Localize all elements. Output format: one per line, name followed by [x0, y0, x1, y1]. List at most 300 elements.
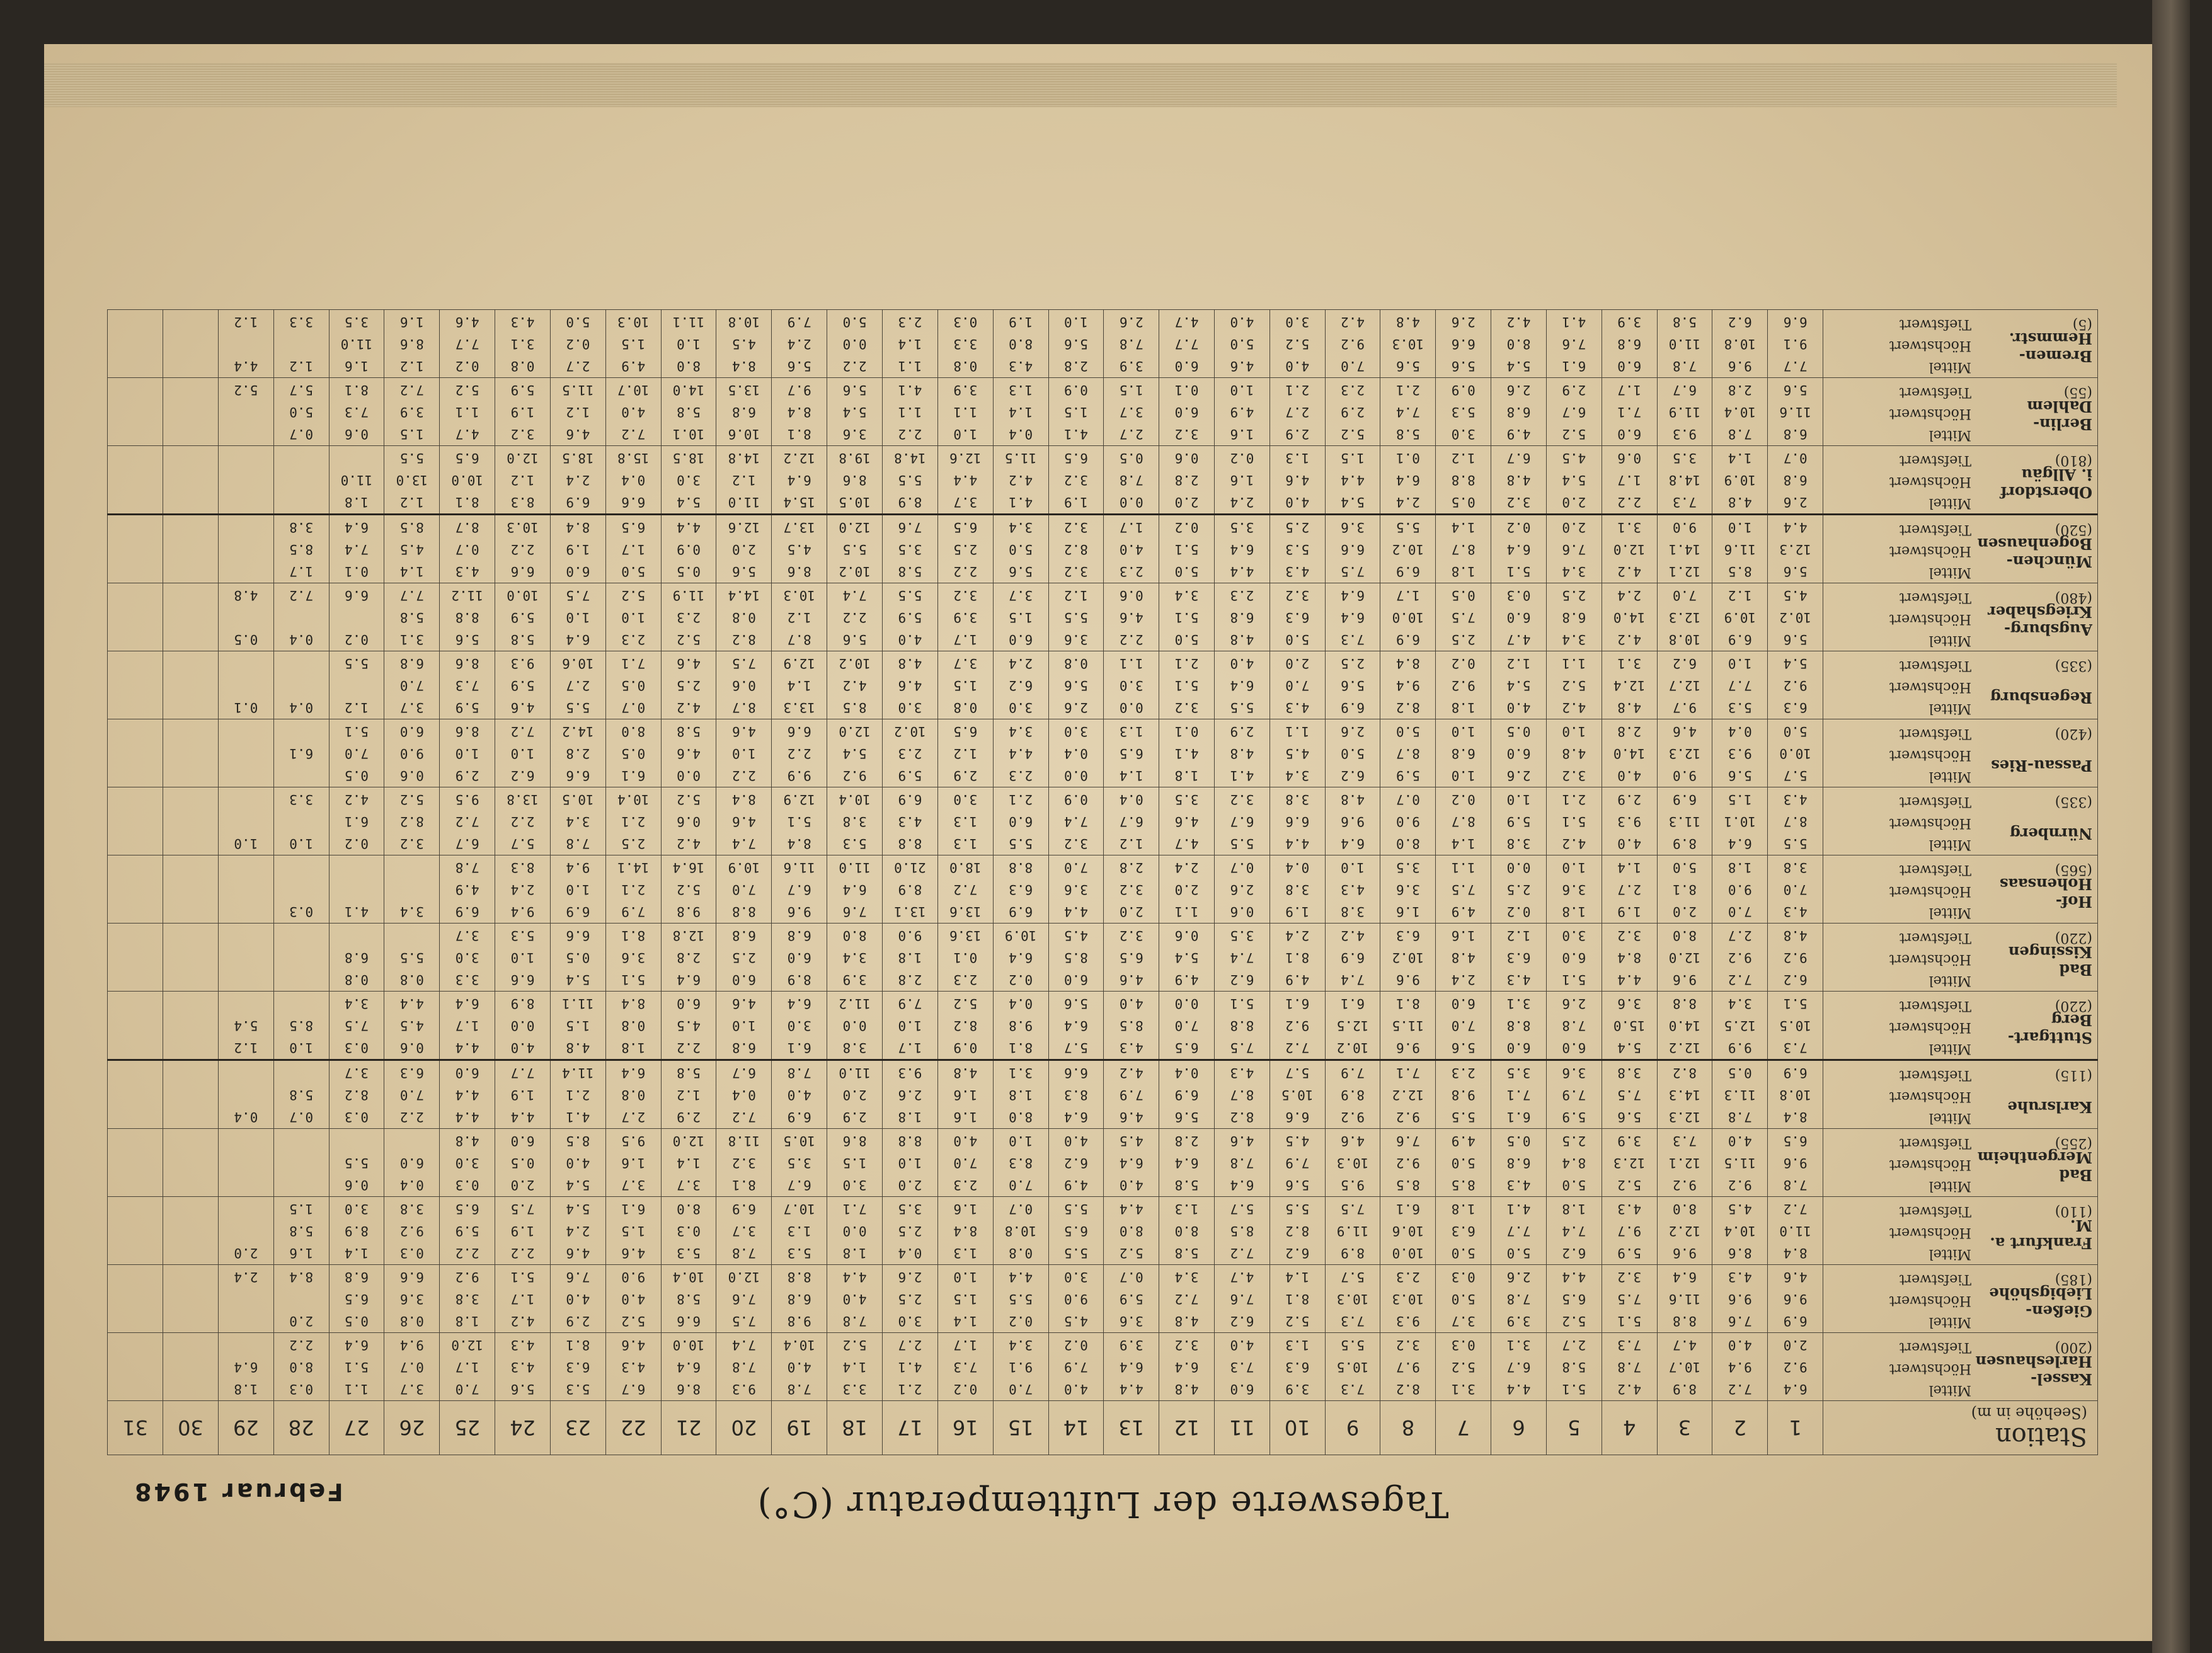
temperature-value — [219, 538, 273, 560]
temperature-value: 3.4 — [1285, 768, 1310, 783]
temperature-value: 13.3 — [783, 700, 816, 715]
temperature-value: 8.1 — [455, 495, 479, 510]
temperature-value — [108, 1266, 163, 1288]
temperature-value: 6.0 — [787, 950, 811, 965]
day-value-cell — [1380, 378, 1436, 446]
temperature-value: 5.1 — [1174, 678, 1199, 693]
temperature-value: 6.9 — [1395, 632, 1420, 647]
day-value-cell — [495, 583, 551, 651]
temperature-value — [108, 401, 163, 423]
temperature-value — [108, 1310, 163, 1332]
temperature-value: 7.3 — [345, 404, 369, 420]
temperature-value: 4.7 — [455, 426, 479, 442]
day-value-cell — [1214, 1265, 1269, 1333]
temperature-value: 6.8 — [1451, 746, 1476, 761]
temperature-value: 12.5 — [1336, 1018, 1369, 1033]
day-value-cell — [1657, 992, 1712, 1060]
day-value-cell — [550, 924, 605, 992]
temperature-value — [108, 1084, 163, 1106]
day-value-cell — [1104, 1197, 1159, 1265]
temperature-value: 1.3 — [953, 836, 978, 851]
day-value-cell — [273, 992, 329, 1060]
temperature-value: 3.2 — [1063, 472, 1088, 488]
temperature-value: 1.7 — [455, 1359, 479, 1375]
day-value-cell — [772, 651, 827, 719]
day-value-cell — [716, 515, 772, 583]
temperature-value: 3.6 — [842, 426, 867, 442]
temperature-value: 7.8 — [1728, 1109, 1752, 1124]
temperature-value — [163, 1288, 218, 1310]
temperature-value: 4.9 — [1451, 1133, 1476, 1148]
temperature-value: 4.2 — [677, 836, 701, 851]
temperature-value: 1.6 — [1230, 472, 1254, 488]
temperature-value: 1.0 — [1506, 792, 1531, 807]
temperature-value: 4.0 — [621, 1291, 646, 1307]
temperature-value — [219, 1288, 273, 1310]
day-value-cell — [273, 1060, 329, 1129]
temperature-value: 1.7 — [510, 1291, 535, 1307]
day-value-cell — [716, 1265, 772, 1333]
temperature-value: 0.5 — [1728, 1065, 1752, 1080]
temperature-value: 4.5 — [1285, 1133, 1310, 1148]
day-value-cell — [661, 1333, 716, 1401]
temperature-value: 1.0 — [953, 426, 978, 442]
day-value-cell — [1104, 515, 1159, 583]
temperature-value: 0.8 — [1009, 1245, 1033, 1261]
day-value-cell — [883, 1060, 938, 1129]
day-value-cell — [163, 378, 219, 446]
row-label: Höchstwert — [1889, 1225, 1971, 1240]
day-value-cell — [605, 719, 661, 787]
temperature-value: 9.2 — [1728, 950, 1752, 965]
temperature-value: 9.0 — [1673, 520, 1697, 535]
temperature-value: 8.1 — [1395, 996, 1420, 1011]
temperature-value: 10.6 — [728, 426, 760, 442]
temperature-value: 8.0 — [1506, 336, 1531, 352]
day-value-cell — [827, 992, 883, 1060]
day-value-cell — [329, 651, 384, 719]
temperature-value: 2.5 — [731, 950, 756, 965]
day-header: 13 — [1104, 1401, 1159, 1455]
temperature-value: 9.5 — [621, 1133, 646, 1148]
station-elevation: (480) — [2054, 590, 2092, 605]
day-value-cell — [937, 583, 993, 651]
temperature-value: 4.6 — [510, 700, 535, 715]
temperature-value: 0.5 — [1119, 450, 1143, 466]
day-value-cell — [661, 855, 716, 924]
temperature-value: 0.4 — [289, 700, 314, 715]
temperature-value: 6.0 — [1009, 814, 1033, 829]
day-value-cell — [1657, 924, 1712, 992]
temperature-value: 10.4 — [617, 792, 650, 807]
temperature-value: 1.4 — [953, 1313, 978, 1329]
temperature-value: 10.2 — [1392, 950, 1424, 965]
temperature-value: 7.1 — [1617, 404, 1642, 420]
temperature-value: 6.4 — [842, 882, 867, 897]
temperature-value: 0.2 — [1451, 656, 1476, 671]
temperature-value: 5.7 — [1341, 1269, 1365, 1284]
temperature-value: 5.1 — [510, 1269, 535, 1284]
day-header: 21 — [661, 1401, 716, 1455]
temperature-value: 7.7 — [1174, 336, 1199, 352]
temperature-value: 7.0 — [1341, 358, 1365, 374]
row-label: Mittel — [1928, 1041, 1971, 1056]
temperature-value: 13.7 — [783, 520, 816, 535]
temperature-value: 0.8 — [621, 1087, 646, 1102]
temperature-value: 1.5 — [1119, 382, 1143, 398]
day-value-cell — [218, 651, 273, 719]
temperature-value: 10.3 — [783, 588, 816, 603]
temperature-value: 4.0 — [1506, 700, 1531, 715]
temperature-value: 2.3 — [1230, 588, 1254, 603]
temperature-value: 8.8 — [1009, 860, 1033, 875]
temperature-value: 10.8 — [1004, 1223, 1037, 1238]
temperature-value: 0.0 — [842, 336, 867, 352]
temperature-value: 5.1 — [621, 972, 646, 987]
temperature-value: 6.9 — [1341, 700, 1365, 715]
temperature-value: 6.8 — [787, 928, 811, 943]
temperature-value: 7.8 — [1562, 1018, 1586, 1033]
day-value-cell — [1104, 1060, 1159, 1129]
temperature-value: 0.5 — [1506, 1133, 1531, 1148]
day-value-cell — [108, 310, 163, 378]
temperature-value — [219, 491, 273, 513]
day-value-cell — [108, 1265, 163, 1333]
temperature-value: 1.1 — [1174, 904, 1199, 919]
temperature-value: 2.9 — [455, 768, 479, 783]
temperature-value: 2.1 — [566, 1087, 590, 1102]
day-value-cell — [661, 719, 716, 787]
day-value-cell — [1048, 310, 1104, 378]
day-value-cell — [1325, 1333, 1380, 1401]
day-value-cell — [993, 1129, 1048, 1197]
row-label: Höchstwert — [1889, 611, 1971, 627]
row-label: Tiefstwert — [1899, 1203, 1971, 1219]
day-value-cell — [440, 310, 495, 378]
station-elevation: (200) — [2054, 1339, 2092, 1355]
temperature-value — [163, 1130, 218, 1152]
temperature-value: 2.4 — [1174, 860, 1199, 875]
temperature-value: 1.0 — [1009, 1133, 1033, 1148]
temperature-value: 7.0 — [1063, 860, 1088, 875]
temperature-value: 2.3 — [621, 632, 646, 647]
temperature-value: 3.0 — [842, 1177, 867, 1193]
temperature-value: 6.6 — [1063, 1065, 1088, 1080]
day-value-cell — [827, 651, 883, 719]
temperature-value: 2.5 — [621, 836, 646, 851]
temperature-value: 5.9 — [1562, 1109, 1586, 1124]
temperature-value: 1.3 — [953, 1245, 978, 1261]
row-label: Höchstwert — [1889, 815, 1971, 831]
temperature-value — [108, 1174, 163, 1196]
day-value-cell — [1325, 719, 1380, 787]
day-value-cell — [1436, 719, 1491, 787]
day-value-cell — [1768, 992, 1823, 1060]
temperature-value: 3.3 — [842, 1381, 867, 1397]
temperature-value: 2.4 — [566, 472, 590, 488]
temperature-value: 4.0 — [1728, 1337, 1752, 1353]
temperature-value: 4.1 — [1506, 1201, 1531, 1216]
day-value-cell — [605, 378, 661, 446]
temperature-value: 1.5 — [1728, 792, 1752, 807]
day-value-cell — [1436, 1197, 1491, 1265]
temperature-value: 2.5 — [1562, 1133, 1586, 1148]
day-value-cell — [1325, 992, 1380, 1060]
temperature-value: 7.4 — [1230, 950, 1254, 965]
temperature-value: 5.6 — [787, 358, 811, 374]
temperature-value — [163, 560, 218, 582]
day-value-cell — [1380, 992, 1436, 1060]
day-value-cell — [1159, 583, 1215, 651]
temperature-value: 4.0 — [621, 404, 646, 420]
day-value-cell — [1491, 651, 1547, 719]
temperature-value — [219, 810, 273, 832]
day-value-cell — [1269, 924, 1325, 992]
temperature-value: 7.5 — [1341, 1201, 1365, 1216]
temperature-value: 5.0 — [1451, 1245, 1476, 1261]
temperature-value: 5.3 — [1285, 542, 1310, 557]
temperature-value: 2.9 — [1230, 724, 1254, 739]
temperature-value — [108, 1036, 163, 1058]
temperature-value: 8.0 — [1009, 1109, 1033, 1124]
day-value-cell — [1104, 992, 1159, 1060]
temperature-value: 10.8 — [1724, 336, 1756, 352]
temperature-value: 0.8 — [510, 358, 535, 374]
station-name: Karlsruhe — [2007, 1098, 2092, 1116]
day-value-cell — [1657, 1129, 1712, 1197]
day-value-cell — [1048, 1197, 1104, 1265]
day-value-cell — [1546, 651, 1602, 719]
temperature-value: 1.0 — [566, 882, 590, 897]
temperature-value: 5.4 — [1562, 472, 1586, 488]
temperature-value: 6.0 — [1506, 610, 1531, 625]
temperature-value: 2.3 — [1395, 1269, 1420, 1284]
temperature-value — [163, 1152, 218, 1174]
day-value-cell — [993, 651, 1048, 719]
day-value-cell — [661, 515, 716, 583]
temperature-value: 6.1 — [787, 1040, 811, 1055]
station-name-cell — [1823, 719, 2098, 787]
day-value-cell — [1159, 719, 1215, 787]
temperature-value: 0.2 — [1230, 450, 1254, 466]
temperature-value: 6.1 — [1395, 1201, 1420, 1216]
temperature-value — [108, 968, 163, 990]
day-value-cell — [218, 378, 273, 446]
temperature-value: 2.6 — [1562, 996, 1586, 1011]
day-value-cell — [1159, 1197, 1215, 1265]
temperature-value: 5.1 — [1617, 1313, 1642, 1329]
temperature-value: 11.0 — [1779, 1223, 1811, 1238]
day-value-cell — [605, 1129, 661, 1197]
day-value-cell — [1380, 1060, 1436, 1129]
day-header: 17 — [883, 1401, 938, 1455]
temperature-value — [163, 1036, 218, 1058]
temperature-value: 0.8 — [731, 610, 756, 625]
temperature-value: 4.5 — [1063, 1313, 1088, 1329]
day-value-cell — [605, 855, 661, 924]
station-name-cell — [1823, 310, 2098, 378]
day-header: 22 — [605, 1401, 661, 1455]
day-value-cell — [883, 719, 938, 787]
temperature-value — [163, 1220, 218, 1242]
temperature-value: 6.6 — [1783, 314, 1808, 329]
day-value-cell — [1325, 1129, 1380, 1197]
day-value-cell — [273, 446, 329, 515]
temperature-value: 0.3 — [455, 1177, 479, 1193]
temperature-value: 14.0 — [1668, 1018, 1701, 1033]
day-value-cell — [772, 1129, 827, 1197]
day-value-cell — [1104, 378, 1159, 446]
day-value-cell — [218, 787, 273, 855]
day-value-cell — [550, 651, 605, 719]
temperature-value: 6.4 — [1230, 1177, 1254, 1193]
temperature-value: 5.8 — [1174, 1245, 1199, 1261]
temperature-value: 10.3 — [617, 314, 650, 329]
row-label: Höchstwert — [1889, 679, 1971, 695]
day-value-cell — [218, 855, 273, 924]
temperature-value: 7.0 — [399, 678, 424, 693]
day-value-cell — [661, 651, 716, 719]
station-name: Hof-Hohensaas — [2000, 875, 2092, 911]
temperature-value: 2.1 — [621, 882, 646, 897]
row-label: Tiefstwert — [1899, 522, 1971, 537]
day-value-cell — [937, 1197, 993, 1265]
temperature-value: 1.5 — [399, 426, 424, 442]
day-value-cell — [1269, 651, 1325, 719]
temperature-value: 1.6 — [399, 314, 424, 329]
temperature-value: 10.1 — [1724, 814, 1756, 829]
station-header: Station — [1995, 1422, 2087, 1451]
temperature-value: 8.8 — [1506, 1018, 1531, 1033]
temperature-value: 7.0 — [953, 1155, 978, 1170]
temperature-value — [274, 968, 329, 990]
temperature-value: 7.0 — [1174, 1018, 1199, 1033]
day-value-cell — [993, 515, 1048, 583]
temperature-value: 9.3 — [898, 1065, 922, 1080]
temperature-value: 4.4 — [510, 1109, 535, 1124]
temperature-value — [163, 856, 218, 878]
temperature-value: 0.7 — [1395, 792, 1420, 807]
day-value-cell — [163, 1197, 219, 1265]
temperature-value: 9.2 — [1783, 950, 1808, 965]
temperature-value: 5.1 — [1562, 814, 1586, 829]
temperature-value: 8.6 — [399, 336, 424, 352]
temperature-value: 13.6 — [949, 928, 982, 943]
temperature-value: 4.6 — [731, 724, 756, 739]
temperature-value: 10.3 — [1392, 336, 1424, 352]
temperature-value: 14.4 — [728, 588, 760, 603]
temperature-value: 8.8 — [1673, 1313, 1697, 1329]
temperature-value: 8.4 — [1395, 656, 1420, 671]
temperature-value: 0.2 — [1451, 792, 1476, 807]
temperature-value: 5.1 — [1562, 972, 1586, 987]
day-value-cell — [218, 992, 273, 1060]
day-value-cell — [937, 719, 993, 787]
row-label: Mittel — [1928, 632, 1971, 648]
day-value-cell — [1491, 378, 1547, 446]
temperature-value: 2.4 — [566, 1223, 590, 1238]
temperature-value: 3.0 — [455, 1155, 479, 1170]
station-elevation: (810) — [2054, 452, 2092, 468]
temperature-value: 6.1 — [1341, 996, 1365, 1011]
temperature-value: 10.4 — [1724, 404, 1756, 420]
temperature-value — [163, 538, 218, 560]
temperature-value: 1.5 — [1063, 404, 1088, 420]
temperature-value: 5.9 — [455, 700, 479, 715]
temperature-value: 8.0 — [1174, 1223, 1199, 1238]
temperature-value: 1.3 — [1285, 450, 1310, 466]
temperature-value: 7.6 — [1395, 1133, 1420, 1148]
temperature-value: 4.1 — [1063, 426, 1088, 442]
day-value-cell — [605, 651, 661, 719]
temperature-value: 9.0 — [1673, 768, 1697, 783]
day-value-cell — [1768, 310, 1823, 378]
temperature-value: 1.5 — [953, 1291, 978, 1307]
day-value-cell — [1325, 924, 1380, 992]
temperature-value — [219, 742, 273, 764]
day-value-cell — [108, 1060, 163, 1129]
temperature-value: 4.4 — [1119, 1381, 1143, 1397]
day-value-cell — [1436, 583, 1491, 651]
temperature-value: 4.0 — [842, 1291, 867, 1307]
temperature-value: 6.2 — [1728, 314, 1752, 329]
temperature-value: 3.7 — [399, 700, 424, 715]
temperature-value: 9.2 — [842, 768, 867, 783]
temperature-value: 1.4 — [1451, 520, 1476, 535]
day-value-cell — [495, 1129, 551, 1197]
temperature-value: 3.4 — [842, 950, 867, 965]
day-value-cell — [384, 992, 440, 1060]
day-value-cell — [1546, 719, 1602, 787]
day-value-cell — [1159, 1265, 1215, 1333]
temperature-value — [219, 946, 273, 968]
temperature-value: 1.7 — [1617, 382, 1642, 398]
temperature-value: 7.8 — [842, 1313, 867, 1329]
temperature-value: 8.4 — [566, 520, 590, 535]
temperature-value — [108, 379, 163, 401]
temperature-value: 4.5 — [731, 336, 756, 352]
temperature-value — [163, 1106, 218, 1128]
day-value-cell — [1712, 446, 1768, 515]
temperature-value — [108, 742, 163, 764]
temperature-value: 4.4 — [1783, 520, 1808, 535]
day-value-cell — [1491, 515, 1547, 583]
day-value-cell — [329, 515, 384, 583]
temperature-value: 2.3 — [677, 610, 701, 625]
temperature-value: 4.4 — [234, 358, 258, 374]
temperature-value — [108, 1061, 163, 1084]
day-value-cell — [1380, 787, 1436, 855]
temperature-value: 3.0 — [898, 1313, 922, 1329]
temperature-value: 1.7 — [289, 564, 314, 579]
temperature-value: 6.5 — [621, 520, 646, 535]
temperature-value: 3.5 — [1395, 860, 1420, 875]
temperature-value: 3.9 — [1285, 1381, 1310, 1397]
temperature-value: 5.0 — [621, 564, 646, 579]
temperature-value: 10.2 — [839, 564, 871, 579]
temperature-value: 0.5 — [621, 746, 646, 761]
station-name-cell — [1823, 992, 2098, 1060]
temperature-value: 5.2 — [1617, 1177, 1642, 1193]
temperature-value: 6.4 — [1174, 1359, 1199, 1375]
temperature-value: 6.6 — [1451, 336, 1476, 352]
day-value-cell — [218, 583, 273, 651]
day-value-cell — [440, 515, 495, 583]
temperature-value: 4.7 — [1230, 1269, 1254, 1284]
day-value-cell — [772, 1333, 827, 1401]
temperature-value: 5.9 — [1506, 814, 1531, 829]
temperature-value: 6.4 — [1174, 1155, 1199, 1170]
